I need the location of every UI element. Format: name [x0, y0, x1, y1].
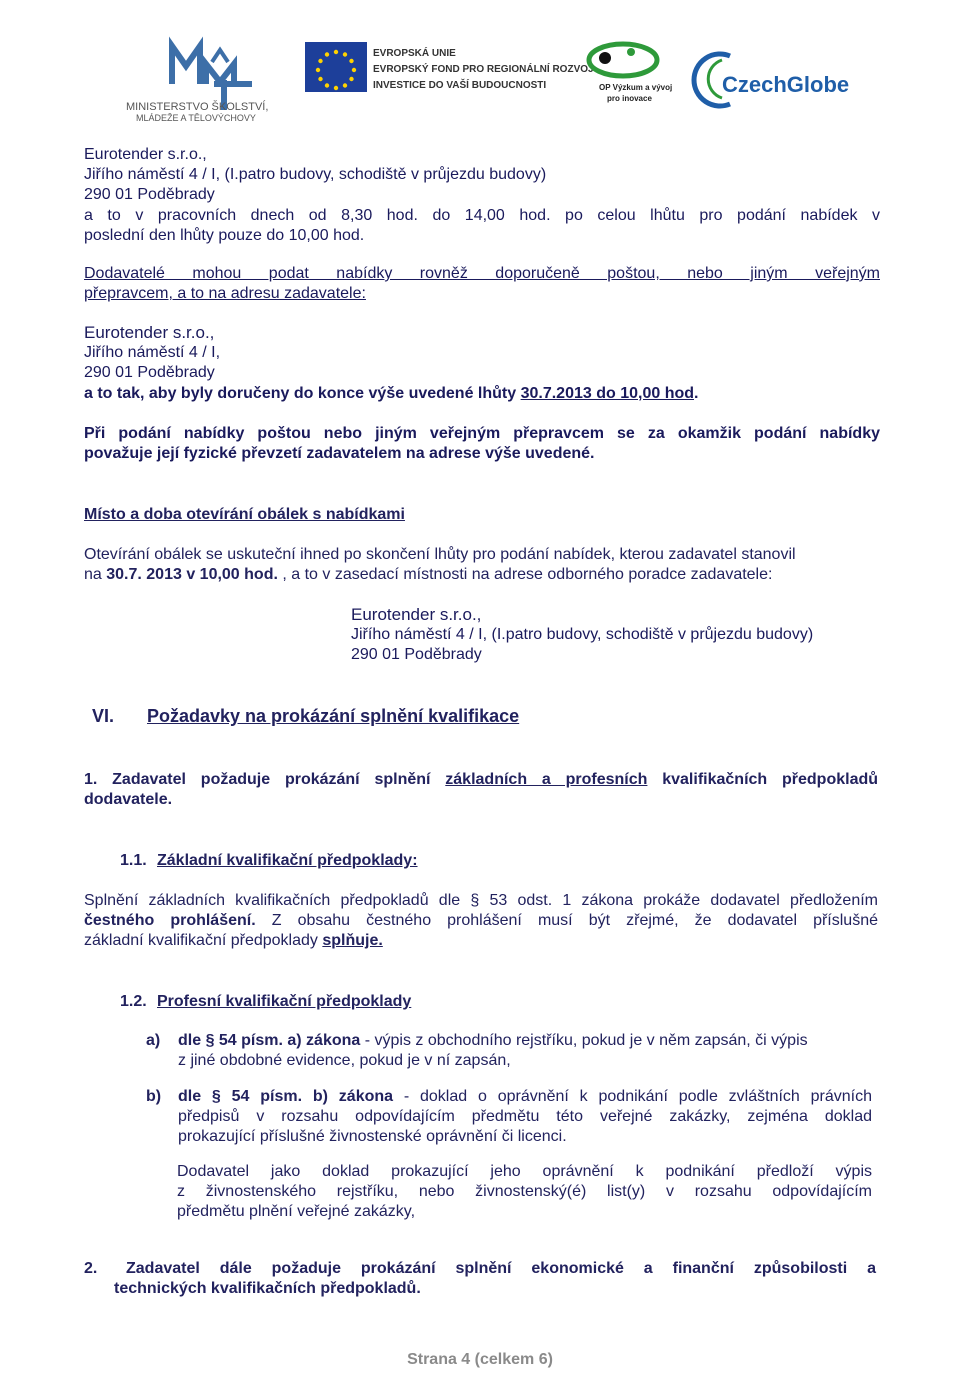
- item-a: [178, 1031, 866, 1071]
- sub-1-1-title: Základní kvalifikační předpoklady:: [157, 852, 418, 869]
- sub-1-1-line-2-rest: Z obsahu čestného prohlášení musí být zřejmé, že dodavatel příslušné: [255, 912, 878, 930]
- post-street: Jiřího náměstí 4 / I,: [84, 344, 221, 362]
- item-a-line-2: z jiné obdobné evidence, pokud je v ní zapsán,: [178, 1052, 511, 1070]
- top-hours-line-1: a to v pracovních dnech od 8,30 hod. do 14,00 hod. po celou lhůtu pro podání nabídek v: [84, 206, 880, 224]
- requirement-1-suffix: kvalifikačních předpokladů: [647, 771, 879, 788]
- eu-logo: [305, 40, 594, 104]
- sub-1-2-title: Profesní kvalifikační předpoklady: [157, 993, 412, 1010]
- requirement-2-line-1: Zadavatel dále požaduje prokázání splnění ekonomické a finanční způsobilosti a: [126, 1260, 876, 1277]
- note-line-3: předmětu plnění veřejné zakázky,: [177, 1203, 416, 1221]
- requirement-1: [84, 770, 878, 810]
- page-number: Strana 4 (celkem 6): [407, 1351, 553, 1368]
- opening-line-1: Otevírání obálek se uskuteční ihned po skončení lhůty pro podání nabídek, kterou zadavatel stanovil: [84, 546, 796, 563]
- requirement-2-line-2: technických kvalifikačních předpokladů.: [114, 1280, 421, 1297]
- opening-line-2: [84, 565, 880, 585]
- top-hours-line-2: poslední den lhůty pouze do 10,00 hod.: [84, 226, 365, 244]
- op-vavpi-logo: [585, 38, 673, 108]
- post-note-line-1: Dodavatelé mohou podat nabídky rovněž doporučeně poštou, nebo jiným veřejným: [84, 265, 880, 282]
- requirement-1-underlined: základních a profesních: [445, 771, 648, 788]
- top-address-block: [84, 145, 880, 246]
- sub-1-1-text: [84, 891, 878, 952]
- top-city: 290 01 Poděbrady: [84, 186, 215, 204]
- post-note: [84, 264, 880, 304]
- czechglobe-logo: [700, 50, 870, 106]
- msmt-logo: [120, 40, 300, 124]
- item-b-label: b): [146, 1088, 162, 1105]
- item-a-label: a): [146, 1032, 161, 1049]
- opening-street: Jiřího náměstí 4 / I, (I.patro budovy, schodiště v průjezdu budovy): [351, 626, 814, 644]
- logo-bar: [0, 0, 960, 130]
- post-deadline: [84, 384, 880, 404]
- top-company: Eurotender s.r.o.,: [84, 146, 207, 163]
- post-city: 290 01 Poděbrady: [84, 364, 215, 382]
- sub-1-1-affidavit: čestného prohlášení.: [84, 912, 256, 930]
- section-title: Požadavky na prokázání splnění kvalifikace: [147, 706, 520, 726]
- trade-license-note: [177, 1162, 872, 1223]
- czechglobe-logo-text: CzechGlobe: [722, 72, 850, 97]
- msmt-logo-text-2: MLÁDEŽE A TĚLOVÝCHOVY: [136, 113, 256, 123]
- sub-1-1-number: 1.1.: [120, 852, 147, 869]
- delivery-note-line-2: považuje její fyzické převzetí zadavatelem na adrese výše uvedené.: [84, 445, 595, 463]
- opening-company: Eurotender s.r.o.,: [351, 605, 482, 624]
- opening-city: 290 01 Poděbrady: [351, 646, 482, 664]
- op-logo-text-1: OP Výzkum a vývoj: [599, 83, 673, 92]
- requirement-2: [126, 1259, 876, 1279]
- delivery-note: [84, 424, 880, 464]
- opening-date: 30.7. 2013 v 10,00 hod.: [106, 566, 278, 584]
- post-address-block: [84, 323, 880, 404]
- post-deadline-value: 30.7.2013 do 10,00 hod: [520, 384, 695, 402]
- requirement-1-line-1: [84, 770, 878, 790]
- opening-line-2-rest: , a to v zasedací místnosti na adrese odborného poradce zadavatele:: [277, 566, 773, 584]
- sub-1-1-line-3: [84, 931, 878, 951]
- note-line-2: z živnostenského rejstříku, nebo živnostenský(é) list(y) v rozsahu odpovídajícím: [177, 1183, 872, 1201]
- sub-1-1-line-1: Splnění základních kvalifikačních předpokladů dle § 53 odst. 1 zákona prokáže dodavatel předložením: [84, 892, 878, 909]
- item-b: [178, 1087, 872, 1148]
- item-b-line-2: předpisů v rozsahu odpovídajícím předmětu této veřejné zakázky, zejména doklad: [178, 1108, 872, 1126]
- item-a-law: dle § 54 písm. a) zákona: [178, 1032, 361, 1049]
- delivery-note-line-1: Při podání nabídky poštou nebo jiným veřejným přepravcem se za okamžik podání nabídky: [84, 425, 880, 442]
- eu-logo-text-2: EVROPSKÝ FOND PRO REGIONÁLNÍ ROZVOJ: [373, 64, 594, 75]
- post-note-line-2: přepravcem, a to na adresu zadavatele:: [84, 285, 366, 303]
- requirement-1-prefix: 1. Zadavatel požaduje prokázání splnění: [84, 771, 446, 788]
- sub-1-1-line-3-prefix: základní kvalifikační předpoklady: [84, 932, 323, 950]
- sub-1-1-fulfills: splňuje.: [322, 932, 383, 950]
- opening-heading: Místo a doba otevírání obálek s nabídkami: [84, 506, 405, 523]
- post-deadline-prefix: a to tak, aby byly doručeny do konce výše uvedené lhůty: [84, 384, 521, 402]
- requirement-1-line-2: dodavatele.: [84, 791, 173, 809]
- eu-logo-text-1: EVROPSKÁ UNIE: [373, 48, 456, 59]
- item-b-line-1: [178, 1087, 872, 1107]
- opening-address: [351, 605, 813, 666]
- post-company: Eurotender s.r.o.,: [84, 323, 215, 342]
- item-b-line-3: prokazující příslušné živnostenské oprávnění či licenci.: [178, 1128, 567, 1146]
- msmt-logo-text-1: MINISTERSTVO ŠKOLSTVÍ,: [126, 101, 269, 113]
- note-line-1: Dodavatel jako doklad prokazující jeho oprávnění k podnikání předloží výpis: [177, 1163, 872, 1180]
- sub-1-2-number: 1.2.: [120, 993, 147, 1010]
- page-footer: [0, 1350, 960, 1370]
- post-deadline-end: .: [694, 384, 699, 402]
- requirement-2-number: 2.: [84, 1260, 98, 1277]
- item-b-law: dle § 54 písm. b) zákona: [178, 1088, 394, 1105]
- item-a-rest: - výpis z obchodního rejstříku, pokud je v něm zapsán, či výpis: [360, 1032, 808, 1049]
- eu-logo-text-3: INVESTICE DO VAŠÍ BUDOUCNOSTI: [373, 80, 547, 91]
- opening-text: [84, 545, 880, 585]
- opening-line-2-prefix: na: [84, 566, 107, 584]
- item-a-line-1: [178, 1031, 866, 1051]
- item-b-rest: - doklad o oprávnění k podnikání podle zvláštních právních: [393, 1088, 873, 1105]
- top-street: Jiřího náměstí 4 / I, (I.patro budovy, schodiště v průjezdu budovy): [84, 166, 547, 184]
- section-number: VI.: [92, 706, 115, 726]
- op-logo-text-2: pro inovace: [607, 94, 652, 103]
- sub-1-1-line-2: [84, 911, 878, 931]
